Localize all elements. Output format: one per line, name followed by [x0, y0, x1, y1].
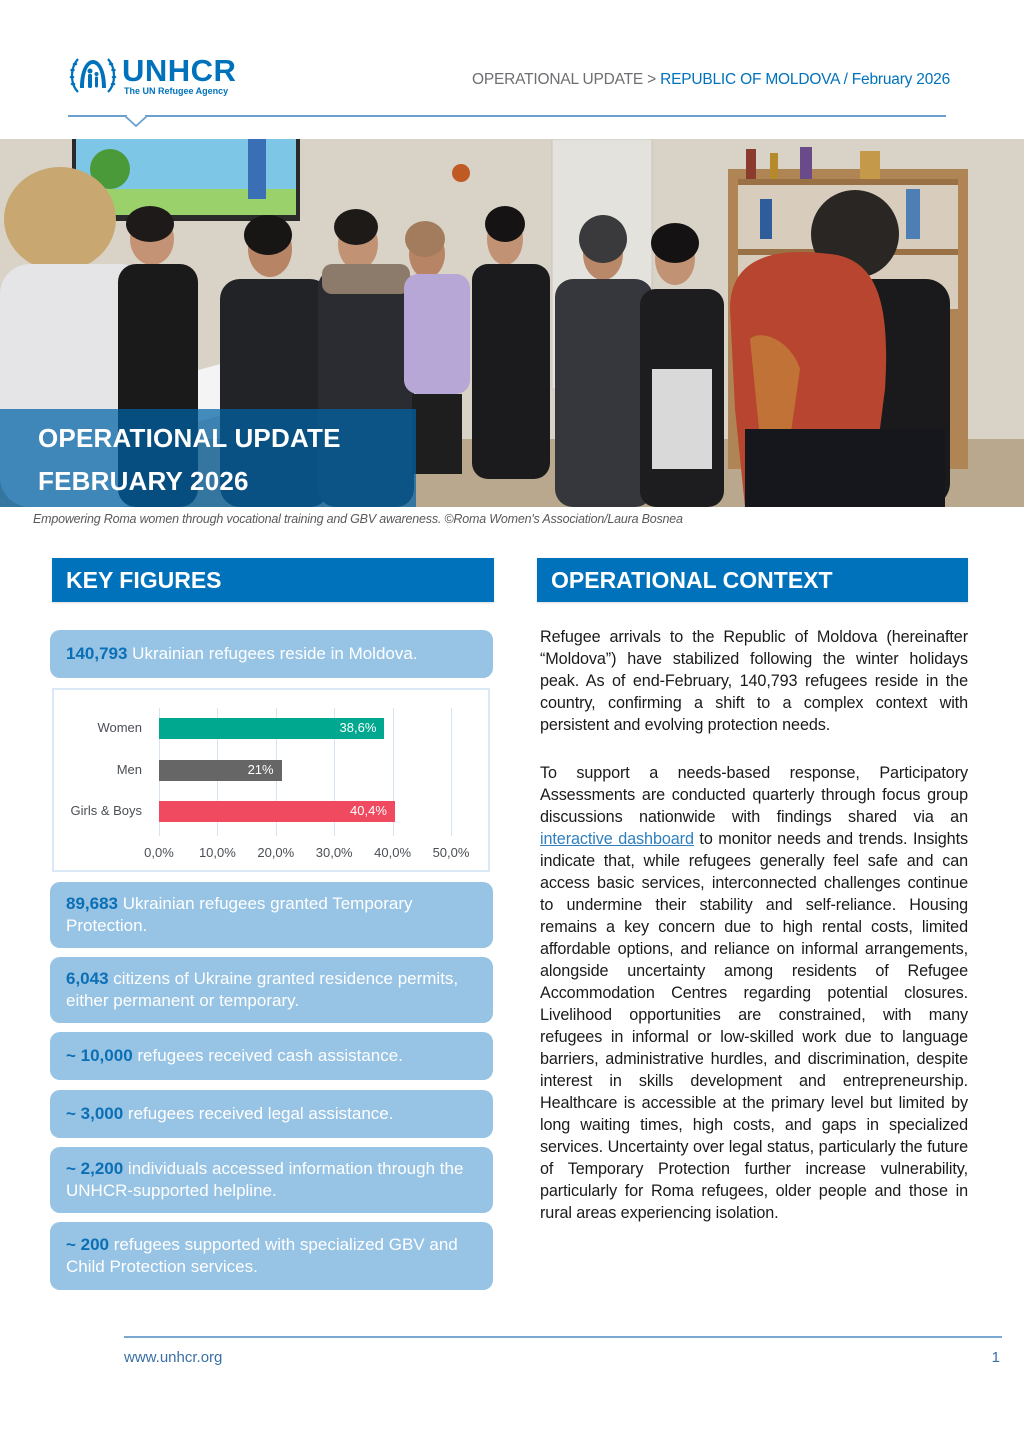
chart-bar-girls-boys — [159, 801, 395, 822]
key-figure-number: ~ 10,000 — [66, 1046, 133, 1065]
interactive-dashboard-link[interactable]: interactive dashboard — [540, 830, 694, 848]
page-number: 1 — [991, 1349, 1000, 1366]
header-divider — [68, 115, 946, 117]
key-figure-residence-permits — [50, 957, 493, 1023]
breadcrumb-country: REPUBLIC OF MOLDOVA — [660, 71, 840, 88]
key-figure-refugees-reside — [50, 630, 493, 678]
chart-gridline — [451, 708, 452, 836]
photo-caption: Empowering Roma women through vocational training and GBV awareness. ©Roma Women's Association/Laura Bosnea — [33, 512, 683, 526]
chart-category-label: Men — [116, 762, 142, 777]
context-paragraph-2 — [540, 762, 968, 1224]
breadcrumb-section: OPERATIONAL UPDATE — [472, 71, 643, 88]
chart-category-label: Women — [97, 720, 142, 735]
chart-bar-value: 21% — [247, 762, 274, 777]
chart-x-tick: 20,0% — [257, 845, 295, 860]
key-figure-legal-assistance — [50, 1090, 493, 1138]
demographics-bar-chart — [52, 688, 490, 872]
key-figure-text: refugees supported with specialized GBV and Child Protection services. — [66, 1235, 458, 1276]
key-figure-text: Ukrainian refugees granted Temporary Protection. — [66, 894, 413, 935]
chart-x-tick: 10,0% — [198, 845, 236, 860]
key-figure-temporary-protection — [50, 882, 493, 948]
logo-wordmark: UNHCR — [122, 52, 237, 88]
key-figure-text: refugees received cash assistance. — [132, 1046, 403, 1065]
breadcrumb — [472, 71, 950, 89]
breadcrumb-separator: > — [647, 71, 656, 88]
key-figure-text: Ukrainian refugees reside in Moldova. — [127, 644, 418, 663]
breadcrumb-date: February 2026 — [851, 71, 950, 88]
key-figure-number: ~ 3,000 — [66, 1104, 124, 1123]
context-paragraph-1: Refugee arrivals to the Republic of Moldova (hereinafter “Moldova”) have stabilized following the winter holidays peak. As of end-February, 140,793 refugees reside in the country, confirming a shift to a complex context with persistent and evolving protection needs. — [540, 628, 968, 734]
key-figure-number: 89,683 — [66, 894, 118, 913]
key-figure-number: ~ 200 — [66, 1235, 110, 1254]
footer-divider — [124, 1336, 1002, 1338]
chart-x-tick: 40,0% — [374, 845, 412, 860]
header-notch-icon — [124, 114, 148, 128]
context-paragraph-2-body: to monitor needs and trends. Insights indicate that, while refugees generally feel safe and can access basic services, interconnected challenges continue to undermine their stability and self-reliance. Housing remains a key concern due to high rental costs, limited affordable options, and reliance on informal arrangements, alongside uncertainty among residents of Refugee Accommodation Centres regarding potential closures. Livelihood opportunities are constrained, with many refugees in informal or low-skilled work due to language barriers, administrative hurdles, and discrimination, despite interest in skills development and entrepreneurship. Healthcare is accessible at the primary level but limited by long waiting times, high costs, and gaps in specialized services. Uncertainty over legal status, particularly the future of Temporary Protection further increase vulnerability, particularly for Roma refugees, older people and those in rural areas experiencing isolation. — [540, 830, 968, 1222]
footer-website-link[interactable]: www.unhcr.org — [124, 1349, 223, 1366]
chart-bar-women — [159, 718, 384, 739]
chart-x-tick: 0,0% — [144, 845, 174, 860]
key-figure-number: 140,793 — [66, 644, 128, 663]
key-figure-text: citizens of Ukraine granted residence permits, either permanent or temporary. — [66, 969, 459, 1010]
unhcr-logo — [68, 54, 236, 96]
chart-category-label: Girls & Boys — [70, 803, 142, 818]
unhcr-emblem-icon — [68, 54, 118, 96]
chart-bar-men — [159, 760, 282, 781]
chart-x-tick: 50,0% — [432, 845, 470, 860]
hero-title-line2: FEBRUARY 2026 — [38, 466, 249, 496]
breadcrumb-slash: / — [843, 71, 848, 88]
chart-bar-value: 40,4% — [350, 803, 387, 818]
key-figure-number: ~ 2,200 — [66, 1159, 124, 1178]
context-paragraph-2-intro: To support a needs-based response, Participatory Assessments are conducted quarterly through focus group discussions nationwide with findings shared via an — [540, 764, 968, 826]
logo-tagline: The UN Refugee Agency — [124, 85, 229, 96]
chart-bar-value: 38,6% — [339, 720, 377, 735]
hero-title-line1: OPERATIONAL UPDATE — [38, 423, 341, 453]
hero-photo — [0, 139, 1024, 507]
key-figure-helpline — [50, 1147, 493, 1213]
key-figure-cash-assistance — [50, 1032, 493, 1080]
chart-x-tick: 30,0% — [315, 845, 353, 860]
key-figure-text: individuals accessed information through the UNHCR-supported helpline. — [66, 1159, 464, 1200]
key-figure-number: 6,043 — [66, 969, 109, 988]
key-figures-heading: KEY FIGURES — [52, 558, 494, 602]
key-figure-text: refugees received legal assistance. — [123, 1104, 394, 1123]
key-figure-gbv-child-protection — [50, 1222, 493, 1290]
operational-context-heading: OPERATIONAL CONTEXT — [537, 558, 968, 602]
